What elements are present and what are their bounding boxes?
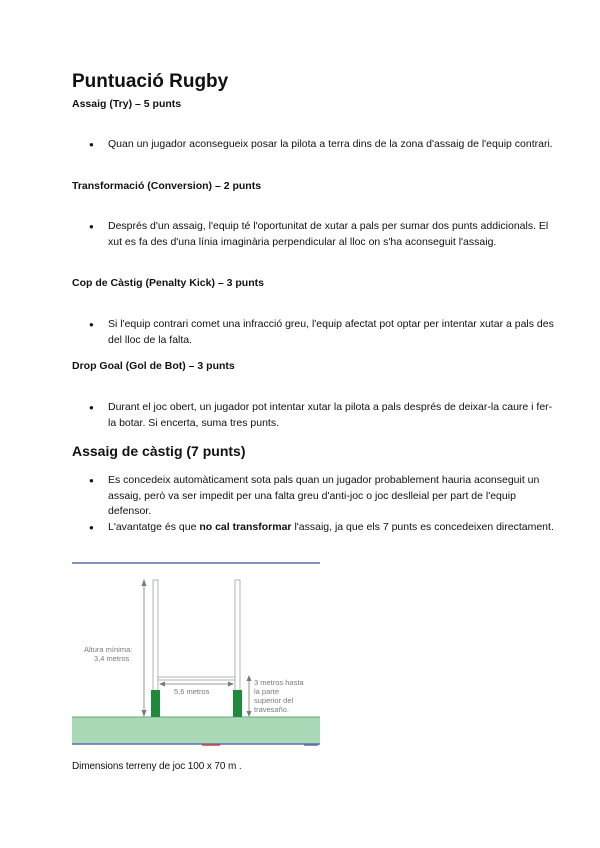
- bold-phrase: no cal transformar: [199, 520, 292, 533]
- section-heading-penalty-kick: Cop de Càstig (Penalty Kick) – 3 punts: [72, 277, 264, 289]
- section-heading-try: Assaig (Try) – 5 punts: [72, 98, 182, 110]
- bullet-list-penalty-try: [88, 473, 558, 535]
- section-heading-penalty-try: Assaig de càstig (7 punts): [72, 443, 246, 459]
- field-grass: [72, 717, 320, 744]
- bullet-list-penalty-kick: [88, 317, 558, 348]
- bullet-item: ● Si l'equip contrari comet una infracció greu, l'equip afectat pot optar per intentar xutar a pals des del lloc de la falta.: [108, 317, 558, 348]
- bullet-text: L'avantatge és que: [108, 520, 200, 533]
- height-value: 3,4 metros: [94, 654, 130, 663]
- section-heading-conversion: Transformació (Conversion) – 2 punts: [72, 180, 262, 192]
- rugby-goal-diagram: [72, 562, 320, 748]
- bullet-item: [108, 520, 558, 536]
- bullet-text: l'assaig, ja que els 7 punts es concedeixen directament.: [291, 520, 554, 533]
- bullet-item: ● Després d'un assaig, l'equip té l'oportunitat de xutar a pals per sumar dos punts addicionals. El xut es fa des d'una línia imaginària perpendicular al lloc on s'ha aconseguit l'assaig.: [108, 219, 558, 250]
- crossbar-label-line-1: 3 metros hasta: [254, 678, 304, 687]
- right-post-pad: [233, 690, 242, 717]
- bullet-list-conversion: [88, 219, 558, 250]
- diagram-caption: Dimensions terreny de joc 100 x 70 m .: [72, 761, 242, 772]
- page-title: Puntuació Rugby: [72, 71, 229, 92]
- bullet-item: ● Quan un jugador aconsegueix posar la pilota a terra dins de la zona d'assaig de l'equip contrari.: [108, 137, 558, 153]
- width-label: 5,6 metros: [174, 687, 210, 696]
- bullet-list-try: [88, 137, 558, 153]
- crossbar-label-line-4: travesaño.: [254, 705, 290, 714]
- bullet-list-drop-goal: [88, 400, 558, 431]
- bullet-item: ● Es concedeix automàticament sota pals quan un jugador probablement hauria aconseguit un assaig, però va ser impedit per una falta greu d'anti-joc o joc deslleial per part de l'equip defensor.: [108, 473, 558, 520]
- section-heading-drop-goal: Drop Goal (Gol de Bot) – 3 punts: [72, 360, 235, 372]
- crossbar-label-line-2: la parte: [254, 687, 280, 696]
- bullet-item: ● Durant el joc obert, un jugador pot intentar xutar la pilota a pals després de deixar-la caure i fer-la botar. Si encerta, suma tres punts.: [108, 400, 558, 431]
- left-post-pad: [151, 690, 160, 717]
- height-label: Altura mínima:: [84, 645, 133, 654]
- crossbar: [158, 677, 235, 680]
- crossbar-label-line-3: superior del: [254, 696, 294, 705]
